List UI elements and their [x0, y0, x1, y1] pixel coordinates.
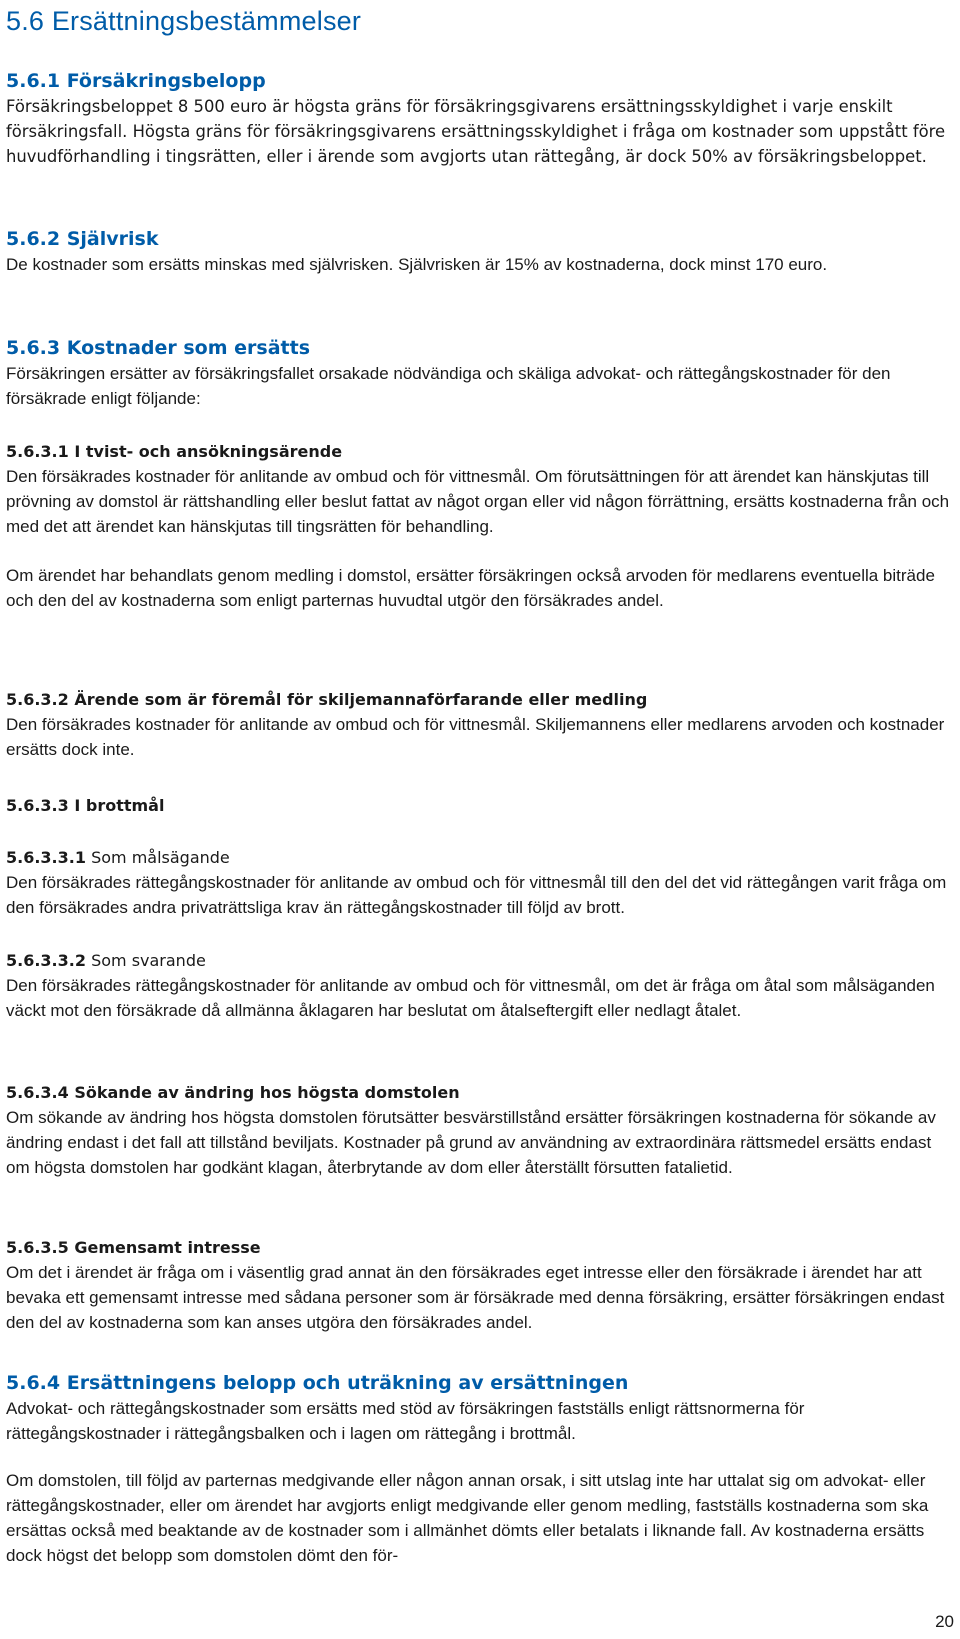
heading-5-6-3-3: 5.6.3.3 I brottmål: [6, 796, 165, 815]
section-5-6-1: [6, 68, 954, 169]
heading-5-6-3-3-1: [6, 846, 954, 870]
section-5-6-3-3-2: [6, 949, 954, 1023]
section-5-6-3-2: [6, 688, 954, 762]
heading-label: Som svarande: [85, 951, 206, 970]
paragraph-5-6-3-2: Den försäkrades kostnader för anlitande av ombud och för vittnesmål. Skiljemannens eller medlarens arvoden och kostnader ersätts dock inte.: [6, 715, 945, 759]
paragraph-5-6-3-1-b: Om ärendet har behandlats genom medling i domstol, ersätter försäkringen också arvoden för medlarens eventuella biträde och den del av kostnaderna som enligt parternas huvudtal utgör den försäkrades andel.: [6, 566, 935, 610]
heading-5-6-3: 5.6.3 Kostnader som ersätts: [6, 337, 310, 359]
section-5-6-3: [6, 335, 954, 411]
paragraph-5-6-3-5: Om det i ärendet är fråga om i väsentlig grad annat än den försäkrades eget intresse eller den försäkrade i ärendet har att bevaka ett gemensamt intresse med sådana personer som är försäkrade med denna försäkring, ersätter försäkringen endast den del av kostnaderna som kan anses utgöra den försäkrades andel.: [6, 1263, 945, 1332]
paragraph-5-6-4-a: Advokat- och rättegångskostnader som ersätts med stöd av försäkringen fastställs enligt rättsnormerna för rättegångskostnader i rättegångsbalken och i lagen om rättegång i brottmål.: [6, 1399, 805, 1443]
paragraph-5-6-3-1-a: Den försäkrades kostnader för anlitande av ombud och för vittnesmål. Om förutsättningen för att ärendet kan hänskjutas till prövning av domstol är rättshandling eller beslut fattat av något organ eller vid någon förrättning, ersätts kostnaderna från och med det att ärendet kan hänskjutas till tingsrätten för behandling.: [6, 467, 950, 536]
heading-5-6-3-4: 5.6.3.4 Sökande av ändring hos högsta domstolen: [6, 1083, 460, 1102]
paragraph-5-6-2: De kostnader som ersätts minskas med självrisken. Självrisken är 15% av kostnaderna, dock minst 170 euro.: [6, 255, 828, 274]
section-5-6-3-4: [6, 1081, 954, 1180]
heading-number: 5.6.3.3.1: [6, 848, 86, 867]
heading-5-6-3-1: 5.6.3.1 I tvist- och ansökningsärende: [6, 442, 343, 461]
paragraph-5-6-1: Försäkringsbeloppet 8 500 euro är högsta gräns för försäkringsgivarens ersättningsskyldighet i varje enskilt försäkringsfall. Högsta gräns för försäkringsgivarens ersättningsskyldighet i fråga om kostnader som uppstått före huvudförhandling i tingsrätten, eller i ärende som avgjorts utan rättegång, är dock 50% av försäkringsbeloppet.: [6, 97, 946, 166]
heading-5-6-3-5: 5.6.3.5 Gemensamt intresse: [6, 1238, 261, 1257]
section-5-6-3-3-1: [6, 846, 954, 920]
paragraph-5-6-3: Försäkringen ersätter av försäkringsfallet orsakade nödvändiga och skäliga advokat- och rättegångskostnader för den försäkrade enligt följande:: [6, 364, 891, 408]
paragraph-5-6-3-4: Om sökande av ändring hos högsta domstolen förutsätter besvärstillstånd ersätter försäkringen kostnaderna för sökande av ändring endast i det fall att tillstånd beviljats. Kostnader på grund av användning av extraordinära rättsmedel ersätts endast om högsta domstolen har godkänt klagan, återbrytande av dom eller återställt försutten fatalietid.: [6, 1108, 936, 1177]
section-5-6-2: [6, 226, 954, 277]
paragraph-5-6-4-b: Om domstolen, till följd av parternas medgivande eller någon annan orsak, i sitt utslag inte har uttalat sig om advokat- eller rättegångskostnader, eller om ärendet har avgjorts enligt medgivande eller genom medling, fastställs kostnaderna som ska ersättas också med beaktande av de kostnader som i allmänhet dömts eller betalats i liknande fall. Av kostnaderna ersätts dock högst det belopp som domstolen dömt den för-: [6, 1471, 929, 1565]
heading-5-6-3-2: 5.6.3.2 Ärende som är föremål för skiljemannaförfarande eller medling: [6, 690, 648, 709]
heading-5-6-2: 5.6.2 Självrisk: [6, 228, 159, 250]
paragraph-5-6-3-3-2: Den försäkrades rättegångskostnader för anlitande av ombud och för vittnesmål, om det är fråga om åtal som målsäganden väckt mot den försäkrade då allmänna åklagaren har beslutat om åtalseftergift eller nedlagt åtalet.: [6, 976, 935, 1020]
heading-5-6-1: 5.6.1 Försäkringsbelopp: [6, 70, 266, 92]
section-5-6-3-3: [6, 794, 954, 818]
page-number: 20: [935, 1612, 954, 1631]
section-5-6-3-5: [6, 1236, 954, 1335]
section-5-6-3-1: [6, 440, 954, 613]
section-5-6-4: [6, 1370, 954, 1568]
heading-label: Som målsägande: [85, 848, 230, 867]
heading-number: 5.6.3.3.2: [6, 951, 86, 970]
paragraph-5-6-3-3-1: Den försäkrades rättegångskostnader för anlitande av ombud och för vittnesmål till den del det vid rättegången varit fråga om den försäkrades andra privaträttsliga krav än rättegångskostnader till följd av brott.: [6, 873, 947, 917]
section-title: 5.6 Ersättningsbestämmelser: [6, 6, 362, 36]
heading-5-6-3-3-2: [6, 949, 954, 973]
heading-5-6-4: 5.6.4 Ersättningens belopp och uträkning av ersättningen: [6, 1372, 629, 1394]
